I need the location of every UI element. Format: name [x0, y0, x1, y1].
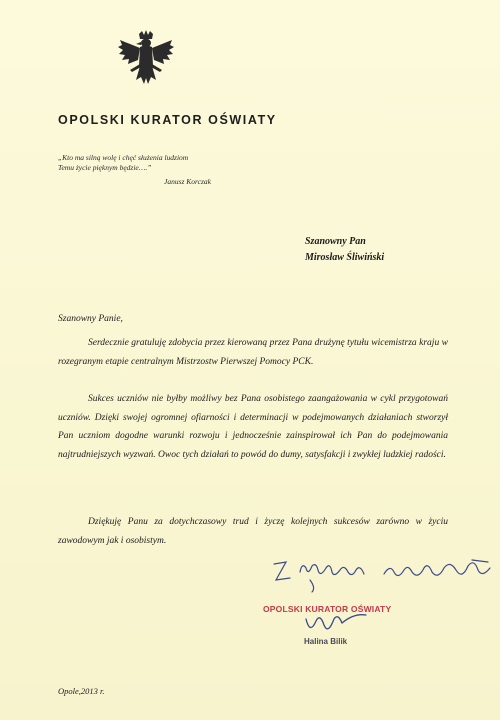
body-paragraph: Dziękuję Panu za dotychczasowy trud i życzę kolejnych sukcesów zarówno w życiu zawodowym jak i osobistym.	[58, 517, 448, 546]
quote-line-1: „Kto ma silną wolę i chęć służenia ludziom	[58, 153, 189, 162]
quote-author: Janusz Korczak	[164, 177, 212, 186]
official-stamp-name: Halina Bilik	[304, 637, 348, 646]
addressee-block	[305, 234, 384, 266]
body-paragraph: Sukces uczniów nie byłby możliwy bez Pana osobistego zaangażowania w cykl przygotowań uczniów. Dzięki swojej ogromnej ofiarności i determinacji w podejmowanych działaniach stworzył Pan uczniom dogodne warunki rozwoju i jednocześnie zainspirował ich Pan do podejmowania najtrudniejszych wyzwań. Owoc tych działań to powód do dumy, satysfakcji i zwykłej ludzkiej radości.	[58, 394, 448, 460]
motto-quote	[58, 153, 188, 173]
salutation: Szanowny Panie,	[58, 314, 123, 324]
official-stamp-office: OPOLSKI KURATOR OŚWIATY	[263, 604, 392, 614]
quote-line-2: Temu życie pięknym będzie….”	[58, 163, 152, 172]
place-and-date: Opole,2013 r.	[58, 686, 105, 696]
addressee-title: Szanowny Pan	[305, 236, 366, 247]
handwritten-closing-signature	[272, 558, 494, 594]
polish-eagle-emblem-icon	[116, 30, 176, 92]
issuing-office-title: OPOLSKI KURATOR OŚWIATY	[58, 113, 277, 127]
body-paragraph: Serdecznie gratuluję zdobycia przez kierowaną przez Pana drużynę tytułu wicemistrza kraju w rozegranym etapie centralnym Mistrzostw Pierwszej Pomocy PCK.	[58, 338, 448, 367]
addressee-name: Mirosław Śliwiński	[305, 252, 385, 263]
